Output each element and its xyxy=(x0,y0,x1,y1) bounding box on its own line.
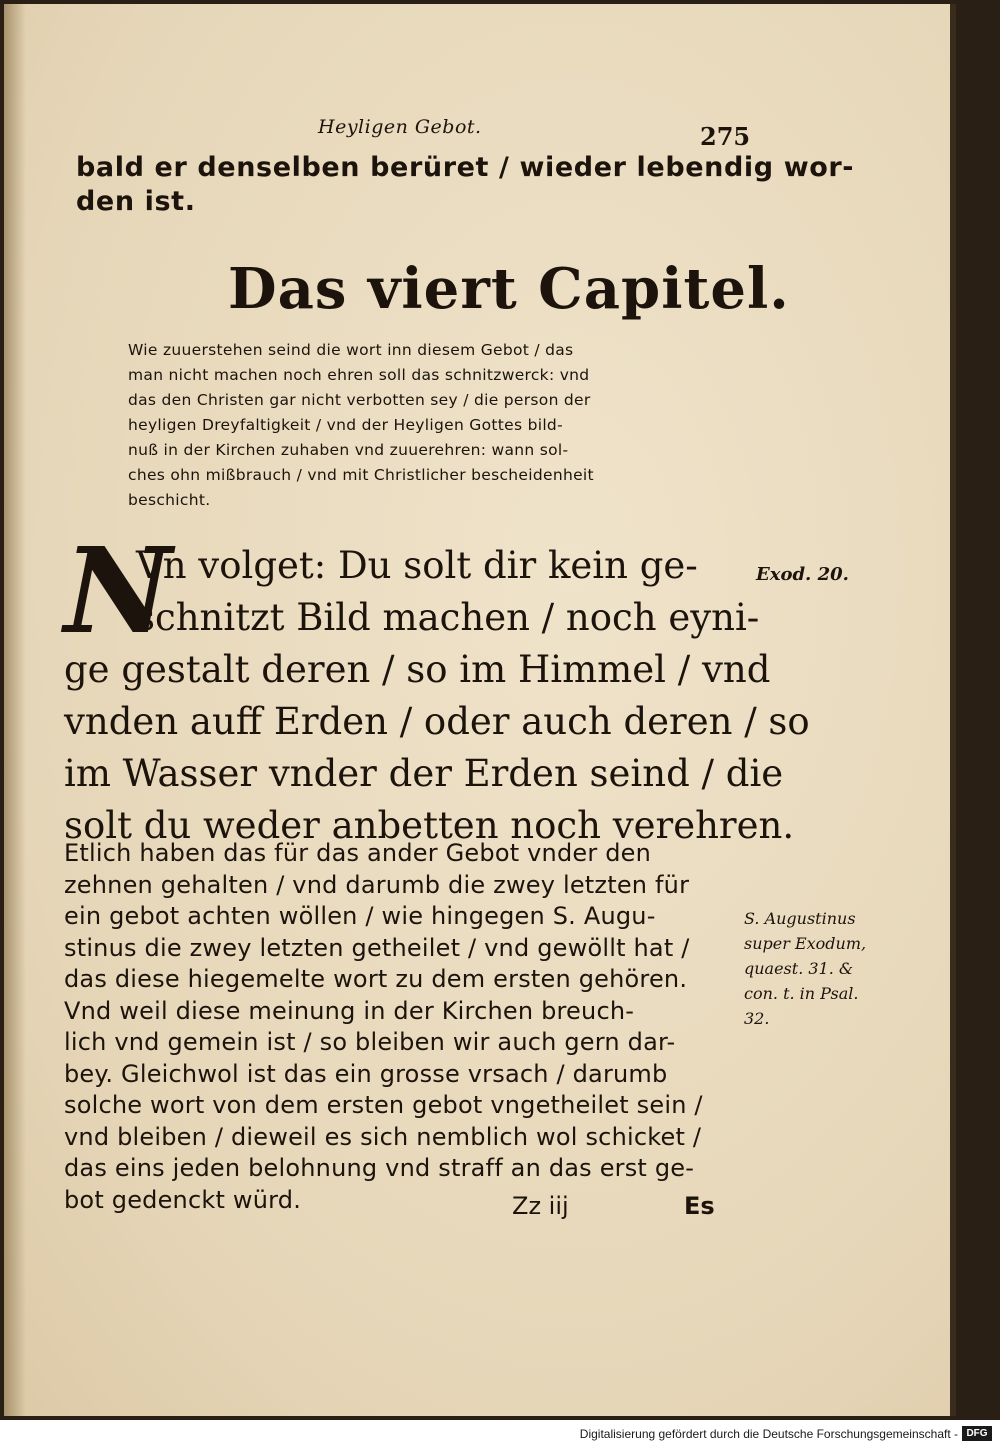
continuation-line-1: bald er denselben berüret / wieder lebendig wor- xyxy=(76,152,855,183)
drop-capital: N xyxy=(64,521,172,660)
commandment-line: vnden auff Erden / oder auch deren / so xyxy=(64,700,810,743)
continuation-line-2: den ist. xyxy=(76,186,196,217)
body-line: vnd bleiben / dieweil es sich nemblich wol schicket / xyxy=(64,1122,702,1151)
summary-line: Wie zuuerstehen seind die wort inn diesem Gebot / das xyxy=(128,341,574,359)
body-line: ein gebot achten wöllen / wie hingegen S. Augu- xyxy=(64,902,656,930)
body-paragraph xyxy=(64,838,754,1216)
margin-note-line: super Exodum, xyxy=(744,934,867,953)
body-line: Vnd weil diese meinung in der Kirchen breuch- xyxy=(64,996,635,1025)
dfg-logo: DFG xyxy=(962,1426,992,1441)
body-line: bey. Gleichwol ist das ein grosse vrsach / darumb xyxy=(64,1059,668,1088)
summary-line: heyligen Dreyfaltigkeit / vnd der Heyligen Gottes bild- xyxy=(128,416,563,434)
commandment-line: im Wasser vnder der Erden seind / die xyxy=(64,752,784,795)
summary-line: man nicht machen noch ehren soll das schnitzwerck: vnd xyxy=(128,366,590,384)
chapter-title: Das viert Capitel. xyxy=(228,256,790,322)
body-line: zehnen gehalten / vnd darumb die zwey letzten für xyxy=(64,870,690,899)
funding-credit: Digitalisierung gefördert durch die Deutsche Forschungsgemeinschaft - xyxy=(579,1427,958,1441)
margin-note-line: S. Augustinus xyxy=(744,909,856,928)
body-line: bot gedenckt würd. xyxy=(64,1185,302,1214)
commandment-line: ge gestalt deren / so im Himmel / vnd xyxy=(64,648,771,691)
commandment-line: schnitzt Bild machen / noch eyni- xyxy=(136,596,760,639)
chapter-summary xyxy=(128,338,688,513)
commandment-line: Vn volget: Du solt dir kein ge- xyxy=(136,544,698,587)
margin-note-line: con. t. in Psal. xyxy=(744,984,859,1003)
body-line: das eins jeden belohnung vnd straff an das erst ge- xyxy=(64,1154,695,1182)
margin-note-augustinus xyxy=(744,906,866,1031)
body-line: stinus die zwey letzten getheilet / vnd gewöllt hat / xyxy=(64,933,690,962)
summary-line: ches ohn mißbrauch / vnd mit Christlicher bescheidenheit xyxy=(128,466,594,484)
catchword: Es xyxy=(684,1192,715,1220)
page-number: 275 xyxy=(700,122,751,151)
gutter-shadow xyxy=(4,4,26,1416)
signature-mark: Zz iij xyxy=(512,1192,569,1220)
commandment-line: solt du weder anbetten noch verehren. xyxy=(64,804,795,847)
body-line: Etlich haben das für das ander Gebot vnder den xyxy=(64,839,652,867)
margin-note-line: 32. xyxy=(744,1009,770,1028)
margin-note-line: quaest. 31. & xyxy=(744,959,854,978)
summary-line: das den Christen gar nicht verbotten sey / die person der xyxy=(128,391,591,409)
summary-line: nuß in der Kirchen zuhaben vnd zuuerehren: wann sol- xyxy=(128,441,569,459)
summary-line: beschicht. xyxy=(128,491,211,509)
body-line: lich vnd gemein ist / so bleiben wir auch gern dar- xyxy=(64,1028,676,1056)
body-line: solche wort von dem ersten gebot vngetheilet sein / xyxy=(64,1091,703,1119)
margin-note-exodus: Exod. 20. xyxy=(756,564,849,585)
body-line: das diese hiegemelte wort zu dem ersten gehören. xyxy=(64,965,688,993)
footer-bar xyxy=(0,1420,1000,1446)
running-head: Heyligen Gebot. xyxy=(318,116,482,138)
